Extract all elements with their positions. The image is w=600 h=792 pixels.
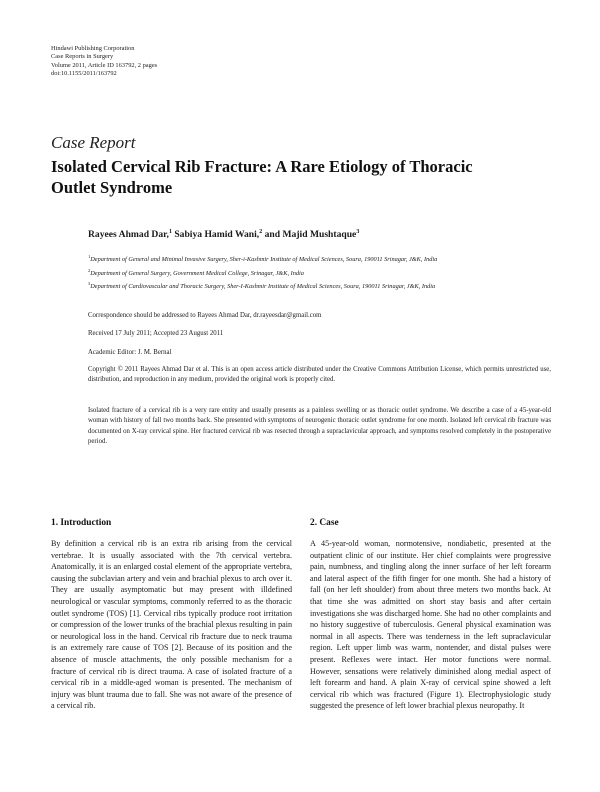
paper-title: Isolated Cervical Rib Fracture: A Rare Etiology of Thoracic Outlet Syndrome	[51, 157, 473, 197]
abstract: Isolated fracture of a cervical rib is a very rare entity and usually presents as a painless swelling or as thoracic outlet syndrome. We describe a case of a 45-year-old woman with history of fall two months back. She presented with symptoms of neurogenic thoracic outlet syndrome for one month. Isolated left cervical rib fracture was documented on X-ray cervical spine. Her fractured cervical rib was resected through a supraclavicular approach, and symptoms resolved completely in the postoperative period.	[88, 407, 551, 446]
left-column	[51, 518, 292, 712]
affiliation-3: $^3$Department of Cardiovascular and Thoracic Surgery, Sher-I-Kashmir Institute of Medical Sciences, Soura, 190011 Srinagar, J&K, India	[88, 281, 436, 291]
introduction-body: By definition a cervical rib is an extra rib arising from the cervical vertebrae. It is usually associated with the 7th cervical vertebra. Anatomically, it is an enlarged costal element of the appropriate vertebra, causing the subclavian artery and vein and brachial plexus to arch over it. They are usually asymptomatic but may present with illdefined neurological or vascular symptoms, commonly referred to as the thoracic outlet syndrome (TOS) [1]. Cervical ribs typically produce root irritation or compression of the lower trunks of the brachial plexus resulting in pain or neurological loss in the hand. Cervical rib fracture due to neck trauma is an extremely rare cause of TOS [2]. Because of its position and the absence of muscle attachments, the only possible mechanism for a fracture of cervical rib is direct trauma. A case of isolated fracture of a cervical rib in a middle-aged woman is presented. The mechanism of injury was blunt trauma due to fall. She was not aware of the presence of a cervical rib.	[51, 539, 292, 711]
section-heading-introduction: 1. Introduction	[51, 518, 112, 528]
author-3: and Majid Mushtaque$^3$	[264, 229, 360, 241]
section-heading-case: 2. Case	[310, 518, 339, 528]
journal-name: Case Reports in Surgery	[51, 53, 114, 61]
affiliation-1: $^1$Department of General and Minimal Invasive Surgery, Sher-i-Kashmir Institute of Medical Sciences, Soura, 190011 Srinagar, J&K, India	[88, 254, 438, 264]
publisher-line: Hindawi Publishing Corporation	[51, 45, 135, 52]
copyright-notice: Copyright © 2011 Rayees Ahmad Dar et al. This is an open access article distributed under the Creative Commons Attribution License, which permits unrestricted use, distribution, and reproduction in any medium, provided the original work is properly cited.	[88, 366, 551, 384]
volume-line: Volume 2011, Article ID 163792, 2 pages	[51, 61, 158, 69]
correspondence: Correspondence should be addressed to Rayees Ahmad Dar, dr.rayeesdar@gmail.com	[88, 312, 322, 319]
academic-editor: Academic Editor: J. M. Bernal	[88, 349, 172, 356]
article-type: Case Report	[51, 133, 136, 152]
doi-line: doi:10.1155/2011/163792	[51, 70, 117, 78]
author-list	[88, 229, 548, 240]
affiliation-2: $^2$Department of General Surgery, Government Medical College, Srinagar, J&K, India	[88, 267, 304, 277]
author-2: Sabiya Hamid Wani,$^2$	[174, 229, 263, 241]
received-dates: Received 17 July 2011; Accepted 23 August 2011	[88, 330, 224, 337]
journal-header	[51, 45, 351, 79]
affiliations	[88, 252, 558, 293]
right-column	[310, 518, 551, 712]
case-body: A 45-year-old woman, normotensive, nondiabetic, presented at the outpatient clinic of our institute. Her chief complaints were progressive pain, numbness, and tingling along the inner surface of her left forearm and lateral aspect of the fifth finger for one month. She had a history of fall (on her left shoulder) from about three meters two months back. At that time she was admitted on short stay basis and after certain investigations she was discharged home. She had no other complaints and no history suggestive of tuberculosis. General physical examination was normal in all aspects. There was tenderness in the left supraclavicular region. Left upper limb was warm, nontender, and distal pulses were present. Reflexes were intact. Her motor functions were normal. However, sensations were relatively diminished along medial aspect of left forearm and hand. A plain X-ray of cervical spine showed a left cervical rib which was fractured (Figure 1). Electrophysiologic study suggested the presence of left lower brachial plexus neuropathy. It	[310, 539, 551, 711]
author-1: Rayees Ahmad Dar,$^1$	[88, 229, 172, 241]
